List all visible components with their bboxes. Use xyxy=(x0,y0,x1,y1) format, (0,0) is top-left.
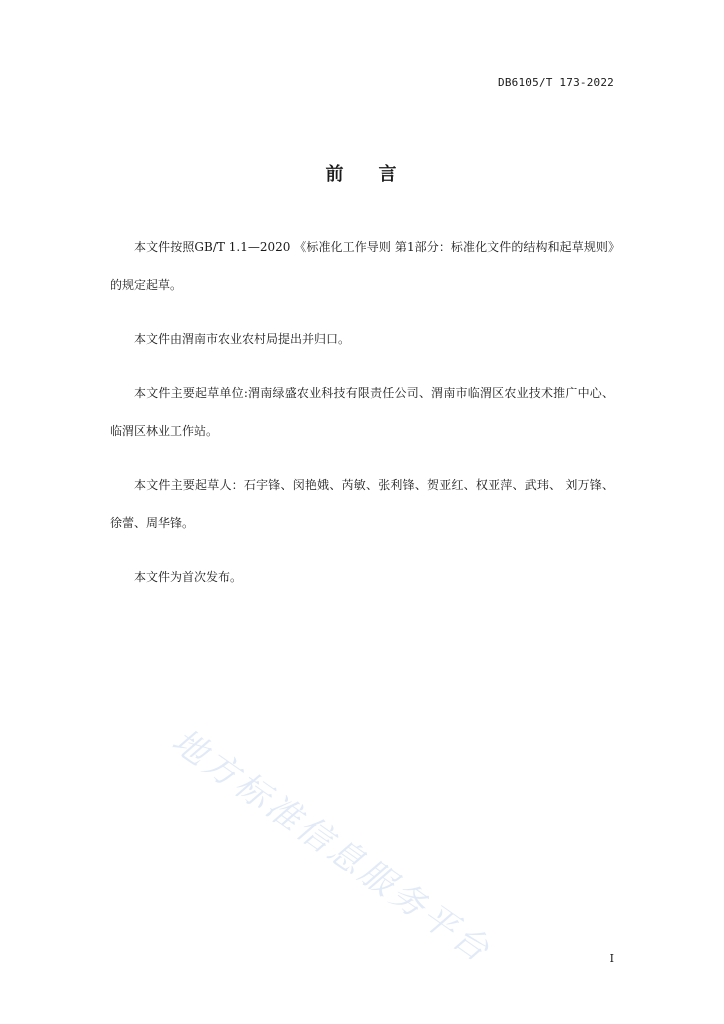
document-code: DB6105/T 173-2022 xyxy=(498,76,614,89)
paragraph-drafters: 本文件主要起草人：石宇锋、闵艳娥、芮敏、张利锋、贺亚红、权亚萍、武玮、 刘万锋、徐蕾、周华锋。 xyxy=(110,478,614,530)
paragraph-drafting-units: 本文件主要起草单位:渭南绿盛农业科技有限责任公司、渭南市临渭区农业技术推广中心、临渭区林业工作站。 xyxy=(110,386,614,438)
watermark: 地方标准信息服务平台 xyxy=(164,720,499,972)
document-body xyxy=(110,228,614,612)
paragraph-drafting-rules: 本文件按照GB/T 1.1—2020 《标准化工作导则 第1部分：标准化文件的结构和起草规则》的规定起草。 xyxy=(110,240,614,292)
paragraph-proposer: 本文件由渭南市农业农村局提出并归口。 xyxy=(134,332,351,346)
page-number: I xyxy=(609,952,614,965)
paragraph-first-release: 本文件为首次发布。 xyxy=(134,570,243,584)
page-title: 前 言 xyxy=(325,164,399,185)
